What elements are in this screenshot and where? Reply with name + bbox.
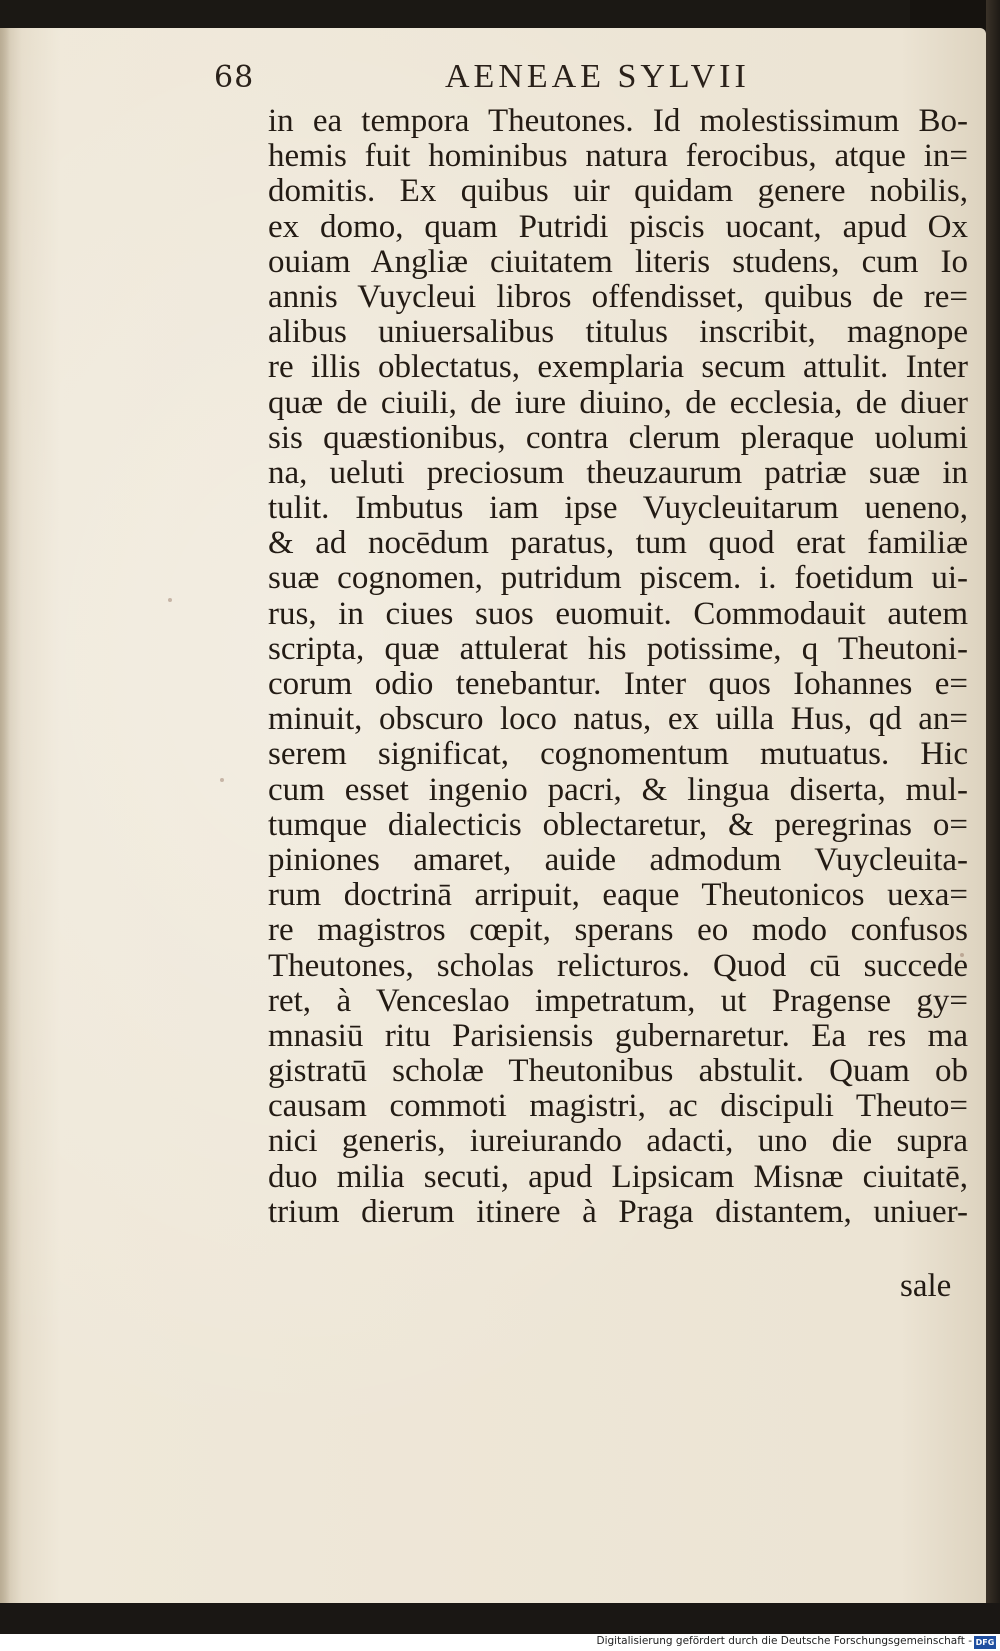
text-line: tumque dialecticis oblectaretur, & peregrinas o= [268, 806, 968, 843]
text-line: suæ cognomen, putridum piscem. i. foetidum ui- [268, 560, 968, 597]
running-head: AENEAE SYLVII [445, 58, 750, 95]
text-line: tulit. Imbutus iam ipse Vuycleuitarum ueneno, [268, 490, 968, 527]
text-line: hemis fuit hominibus natura ferocibus, atque in= [268, 138, 968, 175]
text-line: na, ueluti preciosum theuzaurum patriæ suæ in [268, 454, 968, 491]
folio-number: 68 [214, 60, 255, 95]
text-line: domitis. Ex quibus uir quidam genere nobilis, [268, 173, 968, 210]
text-line: rus, in ciues suos euomuit. Commodauit autem [268, 595, 968, 632]
dfg-logo: DFG [975, 1638, 995, 1647]
text-line: corum odio tenebantur. Inter quos Iohannes e= [268, 666, 968, 702]
text-line: ex domo, quam Putridi piscis uocant, apud Ox [268, 208, 968, 245]
text-line: in ea tempora Theutones. Id molestissimum Bo- [268, 103, 968, 139]
text-line: duo milia secuti, apud Lipsicam Misnæ ciuitatē, [268, 1158, 968, 1195]
text-line: serem significat, cognomentum mutuatus. Hic [268, 736, 968, 773]
text-line: ouiam Angliæ ciuitatem literis studens, cum Io [268, 243, 968, 280]
page-header [0, 58, 986, 98]
page-gutter-shade [0, 28, 10, 1603]
paper-stain [960, 953, 964, 957]
text-line: gistratū scholæ Theutonibus abstulit. Quam ob [268, 1053, 968, 1090]
text-line: nici generis, iureiurando adacti, uno die supra [268, 1123, 968, 1160]
text-line: ret, à Venceslao impetratum, ut Pragense gy= [268, 982, 968, 1019]
body-text [268, 104, 968, 1230]
text-line: mnasiū ritu Parisiensis gubernaretur. Ea res ma [268, 1017, 968, 1054]
text-line: piniones amaret, auide admodum Vuycleuita- [268, 841, 968, 878]
text-line: sis quæstionibus, contra clerum pleraque uolumi [268, 419, 968, 456]
text-line: annis Vuycleui libros offendisset, quibus de re= [268, 278, 968, 315]
text-line: alibus uniuersalibus titulus inscribit, magnope [268, 314, 968, 351]
text-line: Theutones, scholas relicturos. Quod cū succede [268, 947, 968, 984]
text-line: cum esset ingenio pacri, & lingua diserta, mul- [268, 771, 968, 808]
text-line: trium dierum itinere à Praga distantem, uniuer- [268, 1193, 968, 1230]
text-line: rum doctrinā arripuit, eaque Theutonicos uexa= [268, 877, 968, 914]
funding-credit: Digitalisierung gefördert durch die Deutsche Forschungsgemeinschaft - [596, 1635, 972, 1647]
text-line: & ad nocēdum paratus, tum quod erat familiæ [268, 525, 968, 562]
text-line: quæ de ciuili, de iure diuino, de ecclesia, de diuer [268, 384, 968, 421]
paper-stain [220, 778, 224, 782]
text-line: re illis oblectatus, exemplaria secum attulit. Inter [268, 349, 968, 386]
paper-stain [168, 598, 172, 602]
text-line: scripta, quæ attulerat his potissime, q Theutoni- [268, 630, 968, 667]
text-line: causam commoti magistri, ac discipuli Theuto= [268, 1088, 968, 1125]
binding-edge [986, 0, 1000, 1610]
text-line: minuit, obscuro loco natus, ex uilla Hus, qd an= [268, 701, 968, 738]
text-line: re magistros cœpit, sperans eo modo confusos [268, 912, 968, 949]
catchword: sale [900, 1268, 952, 1304]
